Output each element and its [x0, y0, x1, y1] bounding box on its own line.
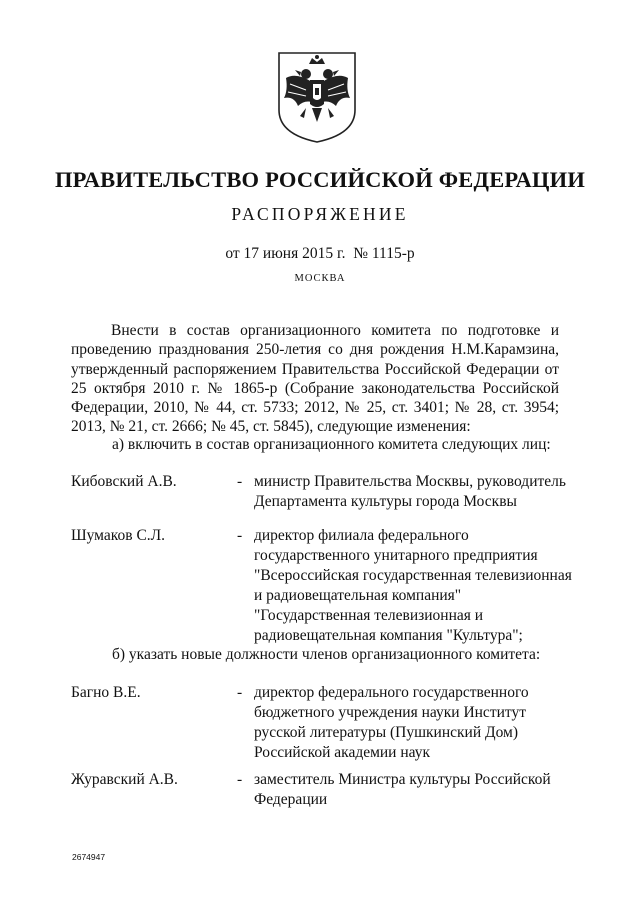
member-dash: - — [237, 527, 243, 544]
member-name: Кибовский А.В. — [71, 473, 177, 490]
document-type: РАСПОРЯЖЕНИЕ — [231, 204, 409, 224]
member-name: Журавский А.В. — [71, 771, 178, 788]
government-title: ПРАВИТЕЛЬСТВО РОССИЙСКОЙ ФЕДЕРАЦИИ — [54, 167, 586, 192]
section-b-label: б) указать новые должности членов организационного комитета: — [112, 646, 541, 663]
coat-of-arms-icon — [276, 50, 358, 144]
member-dash: - — [237, 771, 243, 788]
document-id-number: 2674947 — [72, 852, 106, 862]
member-role: заместитель Министра культуры Российской Федерации — [254, 771, 551, 808]
member-role: директор филиала федерального государственного унитарного предприятия "Всероссийская государственная телевизионная и радиовещательная компания" "Государственная телевизионная и радиовещательная компания "Культура"; — [254, 527, 572, 644]
member-role: директор федерального государственного бюджетного учреждения науки Институт русской литературы (Пушкинский Дом) Российской академии наук — [254, 684, 529, 761]
intro-paragraph-block — [71, 321, 559, 437]
document-city: МОСКВА — [294, 273, 346, 284]
member-role: министр Правительства Москвы, руководитель Департамента культуры города Москвы — [254, 473, 566, 510]
member-name: Шумаков С.Л. — [71, 527, 166, 544]
document-date-number: от 17 июня 2015 г. № 1115-р — [225, 245, 415, 262]
member-dash: - — [237, 684, 243, 701]
member-dash: - — [237, 473, 243, 490]
intro-paragraph: Внести в состав организационного комитета по подготовке и проведению празднования 250-летия со дня рождения Н.М.Карамзина, утвержденный распоряжением Правительства Российской Федерации от 25 октября 2010 г. № 1865-р (Собрание законодательства Российской Федерации, 2010, № 44, ст. 5733; 2012, № 25, ст. 3401; № 28, ст. 3954; 2013, № 21, ст. 2666; № 45, ст. 5845), следующие изменения: — [71, 322, 559, 436]
section-a-label: а) включить в состав организационного комитета следующих лиц: — [112, 436, 551, 453]
member-name: Багно В.Е. — [71, 684, 141, 701]
